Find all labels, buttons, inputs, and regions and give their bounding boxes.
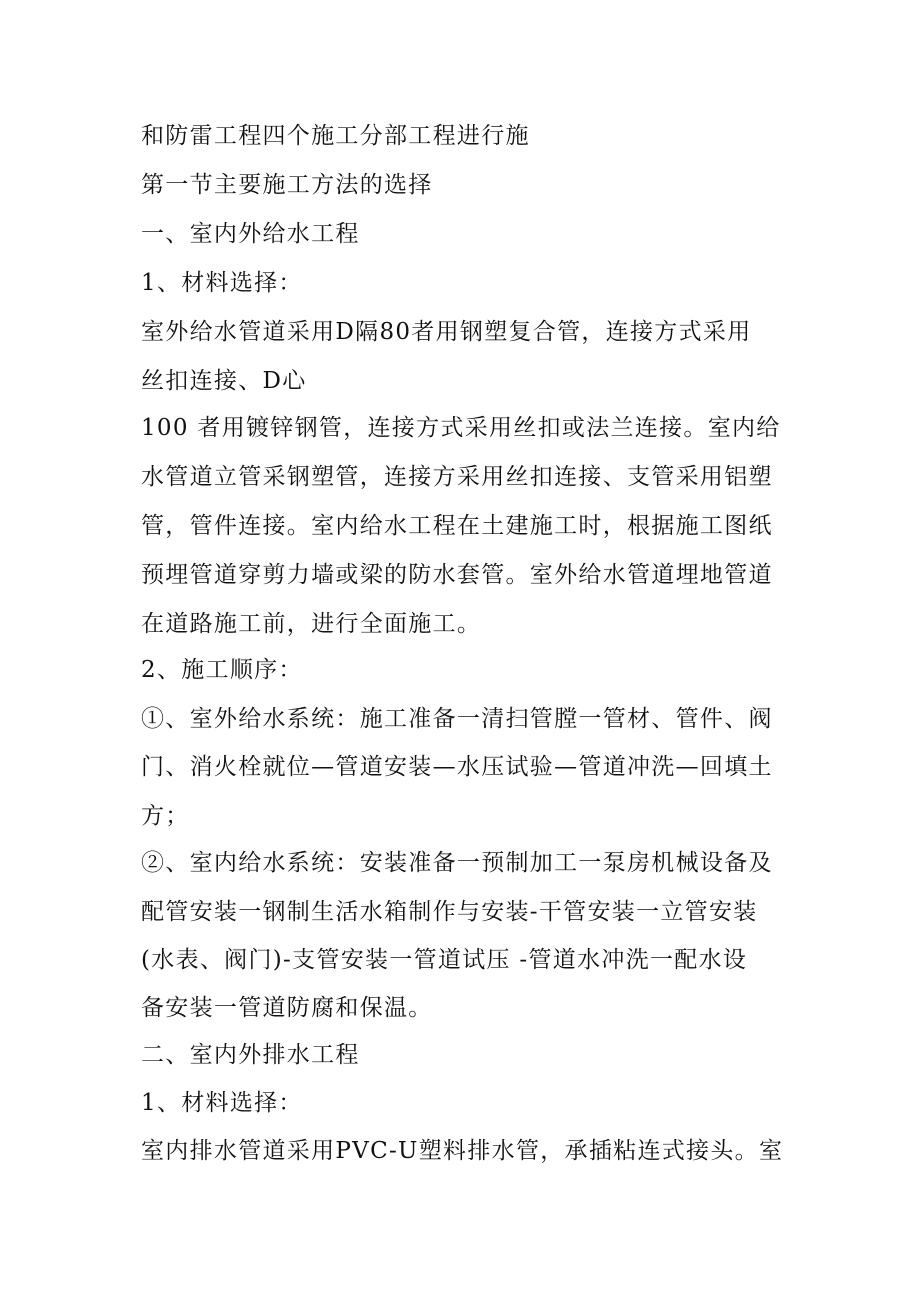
subsection-heading: 一、室内外给水工程 xyxy=(141,221,360,247)
text-line: 配管安装一钢制生活水箱制作与安装-干管安装一立管安装 xyxy=(141,899,758,925)
text-line: ②、室内给水系统：安装准备一预制加工一泵房机械设备及 xyxy=(141,850,773,876)
text-line: (水表、阀门)-支管安装一管道试压 -管道水冲洗一配水设 xyxy=(141,947,748,973)
subsection-heading: 二、室内外排水工程 xyxy=(141,1042,360,1068)
text-line: 室内排水管道采用PVC-U塑料排水管，承插粘连式接头。室 xyxy=(141,1138,784,1164)
item-heading: 1、材料选择： xyxy=(141,270,303,296)
text-line: 在道路施工前，进行全面施工。 xyxy=(141,611,482,637)
text-line: 方； xyxy=(141,803,190,829)
section-heading: 第一节主要施工方法的选择 xyxy=(141,172,433,198)
text-line: ①、室外给水系统：施工准备一清扫管膛一管材、管件、阀 xyxy=(141,706,773,732)
text-line: 备安装一管道防腐和保温。 xyxy=(141,995,433,1021)
text-line: 管，管件连接。室内给水工程在土建施工时，根据施工图纸 xyxy=(141,513,773,539)
item-heading: 1、材料选择： xyxy=(141,1090,303,1116)
text-line: 水管道立管采钢塑管，连接方采用丝扣连接、支管采用铝塑 xyxy=(141,464,773,490)
item-heading: 2、施工顺序： xyxy=(141,657,303,683)
text-line: 丝扣连接、D心 xyxy=(141,368,307,394)
text-line: 和防雷工程四个施工分部工程进行施 xyxy=(141,123,530,149)
text-line: 预埋管道穿剪力墙或梁的防水套管。室外给水管道埋地管道 xyxy=(141,562,773,588)
text-line: 门、消火栓就位—管道安装—水压试验—管道冲洗—回填土 xyxy=(141,754,773,780)
text-line: 100 者用镀锌钢管，连接方式采用丝扣或法兰连接。室内给 xyxy=(141,415,781,441)
text-line: 室外给水管道采用D隔80者用钢塑复合管，连接方式采用 xyxy=(141,319,752,345)
